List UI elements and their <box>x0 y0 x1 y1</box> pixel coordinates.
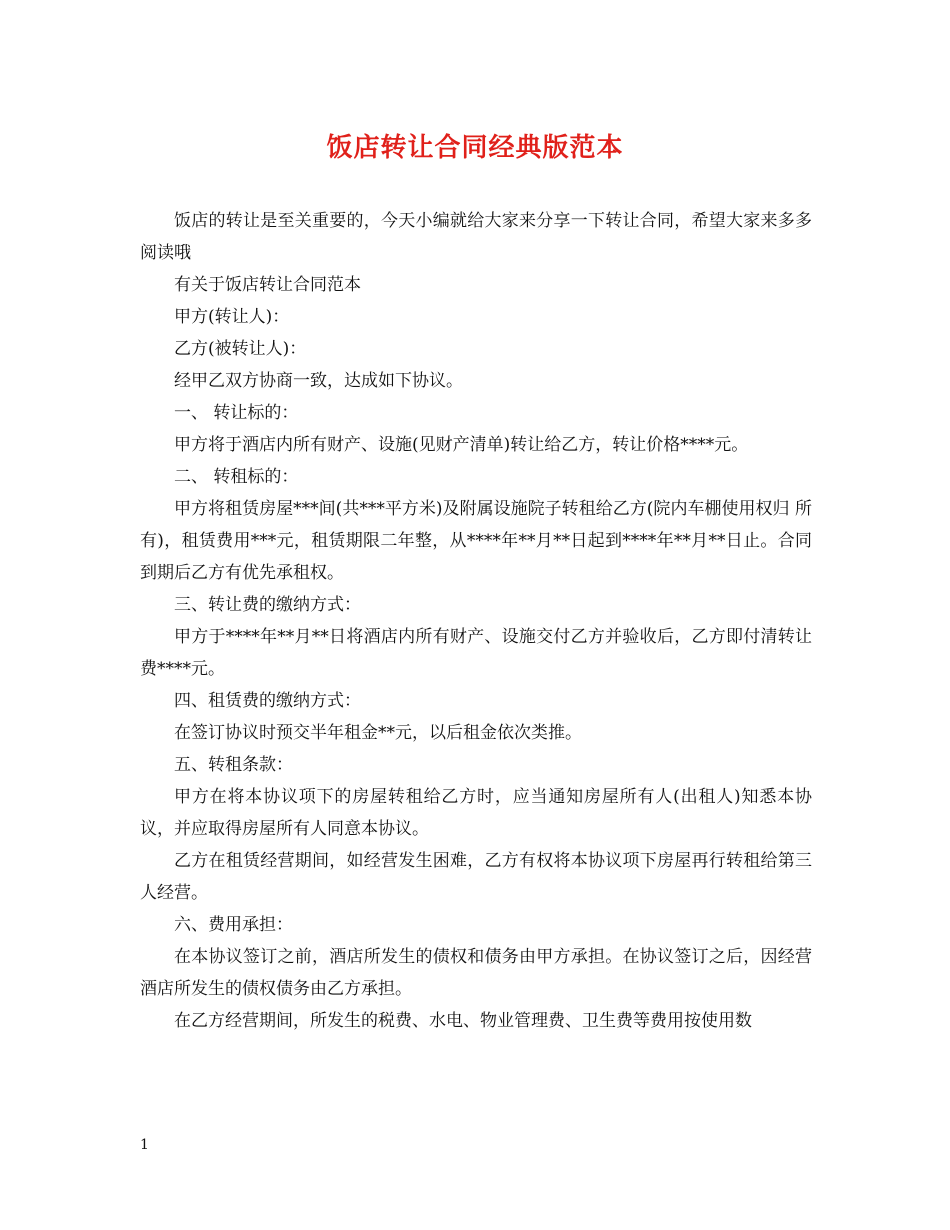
paragraph-heading: 有关于饭店转让合同范本 <box>174 275 361 295</box>
section-1-heading: 一、 转让标的： <box>174 403 299 423</box>
party-b-line: 乙方(被转让人)： <box>174 339 307 359</box>
section-2-body: 甲方将租赁房屋***间(共***平方米)及附属设施院子转租给乙方(院内车棚使用权归 所有)，租赁费用***元，租赁期限二年整，从****年**月**日起到****年**月**日止。合同到期后乙方有优先承租权。 <box>140 499 812 583</box>
party-a-line: 甲方(转让人)： <box>174 307 290 327</box>
document-body <box>140 205 812 1037</box>
section-6-body-2: 在乙方经营期间，所发生的税费、水电、物业管理费、卫生费等费用按使用数 <box>174 1011 752 1031</box>
agreement-intro: 经甲乙双方协商一致，达成如下协议。 <box>174 371 463 391</box>
section-4-heading: 四、租赁费的缴纳方式： <box>174 691 361 711</box>
document-title: 饭店转让合同经典版范本 <box>326 133 624 163</box>
section-3-heading: 三、转让费的缴纳方式： <box>174 595 361 615</box>
page-number: 1 <box>140 1137 149 1153</box>
section-5-body-2: 乙方在租赁经营期间，如经营发生困难，乙方有权将本协议项下房屋再行转租给第三人经营。 <box>140 851 812 903</box>
section-4-body: 在签订协议时预交半年租金**元，以后租金依次类推。 <box>174 723 582 743</box>
section-6-heading: 六、费用承担： <box>174 915 293 935</box>
section-6-body-1: 在本协议签订之前，酒店所发生的债权和债务由甲方承担。在协议签订之后，因经营酒店所发生的债权债务由乙方承担。 <box>140 947 812 999</box>
section-5-heading: 五、转租条款： <box>174 755 293 775</box>
section-3-body: 甲方于****年**月**日将酒店内所有财产、设施交付乙方并验收后，乙方即付清转让费****元。 <box>140 627 812 679</box>
section-5-body-1: 甲方在将本协议项下的房屋转租给乙方时，应当通知房屋所有人(出租人)知悉本协议，并应取得房屋所有人同意本协议。 <box>140 787 812 839</box>
section-2-heading: 二、 转租标的： <box>174 467 299 487</box>
section-1-body: 甲方将于酒店内所有财产、设施(见财产清单)转让给乙方，转让价格****元。 <box>174 435 749 455</box>
paragraph-intro: 饭店的转让是至关重要的，今天小编就给大家来分享一下转让合同，希望大家来多多阅读哦 <box>140 211 812 263</box>
